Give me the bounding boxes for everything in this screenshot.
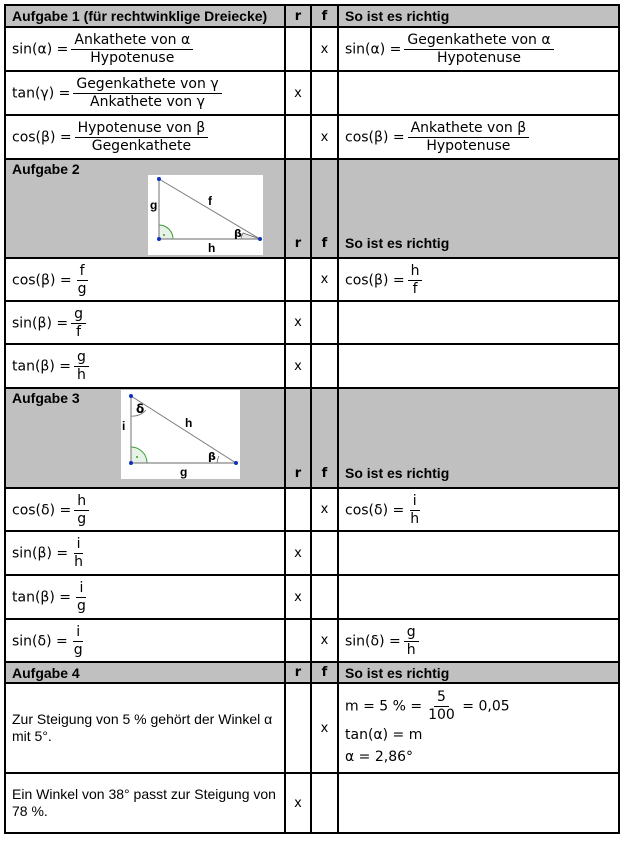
section-title: Aufgabe 1 (für rechtwinklige Dreiecke) [5, 5, 285, 27]
section-title: Aufgabe 3 [12, 390, 80, 406]
fraction [71, 32, 193, 67]
formula-lhs: sin(δ) = [12, 633, 68, 650]
denominator: h [406, 642, 416, 658]
formula-lhs: tan(β) = [12, 589, 71, 606]
mark-f: x [311, 27, 338, 71]
denominator: f [76, 324, 82, 340]
mark-r [285, 619, 311, 662]
table-row [5, 488, 619, 531]
denominator: 100 [428, 706, 455, 723]
column-f-header: f [311, 662, 338, 683]
table-row [5, 619, 619, 662]
correction-line-2: tan(α) = m [345, 726, 423, 743]
mark-r: x [285, 575, 311, 619]
numerator: g [404, 624, 419, 642]
right-triangle-diagram [148, 175, 263, 255]
correction-line-3: α = 2,86° [345, 748, 414, 765]
mark-r [285, 683, 311, 773]
table-row [5, 344, 619, 388]
numerator: Ankathete von α [71, 32, 193, 50]
column-f-header: f [311, 159, 338, 258]
fraction [71, 536, 86, 571]
denominator: g [77, 511, 87, 527]
denominator: g [77, 281, 87, 297]
denominator: Gegenkathete [91, 138, 192, 154]
mark-r [285, 27, 311, 71]
mark-r [285, 258, 311, 301]
mark-f [311, 344, 338, 388]
numerator: Gegenkathete von α [404, 32, 553, 50]
table-row [5, 115, 619, 159]
svg-text:h: h [185, 416, 193, 430]
column-r-header: r [285, 662, 311, 683]
column-f-header: f [311, 388, 338, 488]
mark-f [311, 575, 338, 619]
numerator: h [74, 493, 89, 511]
mark-f: x [311, 488, 338, 531]
mark-r: x [285, 773, 311, 833]
correction-lhs: cos(δ) = [345, 502, 405, 519]
svg-text:δ: δ [136, 402, 145, 416]
mark-f [311, 71, 338, 115]
denominator: h [410, 511, 420, 527]
mark-f: x [311, 683, 338, 773]
formula-lhs: cos(β) = [12, 129, 72, 146]
numerator: f [77, 263, 88, 281]
mark-r: x [285, 301, 311, 344]
mark-r: x [285, 71, 311, 115]
table-row [5, 71, 619, 115]
correction-empty [338, 301, 619, 344]
fraction [75, 263, 90, 298]
section-title: Aufgabe 2 [12, 161, 80, 177]
mark-f: x [311, 258, 338, 301]
section-header-aufgabe-1 [5, 5, 619, 27]
column-r-header: r [285, 388, 311, 488]
denominator: f [412, 281, 418, 297]
fraction [71, 624, 86, 659]
table-row [5, 683, 619, 773]
correction-fraction [407, 493, 422, 528]
mark-f [311, 773, 338, 833]
mark-f: x [311, 619, 338, 662]
worksheet-table [4, 4, 620, 834]
numerator: i [74, 536, 84, 554]
numerator: 5 [434, 689, 449, 707]
slope-expression: m = 5 % = [345, 698, 423, 714]
correction-empty [338, 773, 619, 833]
numerator: i [410, 493, 420, 511]
column-r-header: r [285, 5, 311, 27]
statement-text: Zur Steigung von 5 % gehört der Winkel α mit 5°. [5, 683, 285, 773]
denominator: Hypotenuse [436, 50, 522, 66]
fraction [425, 689, 458, 724]
correction-cell [338, 683, 619, 773]
column-correct-header: So ist es richtig [338, 159, 619, 258]
denominator: h [76, 367, 86, 383]
slope-result: = 0,05 [462, 698, 510, 714]
svg-text:β: β [234, 227, 242, 240]
denominator: g [73, 642, 83, 658]
table-row [5, 773, 619, 833]
column-r-header: r [285, 159, 311, 258]
formula-lhs: sin(β) = [12, 315, 69, 332]
correction-lhs: sin(δ) = [345, 633, 401, 650]
section-header-aufgabe-2 [5, 159, 619, 258]
table-row [5, 27, 619, 71]
correction-fraction [404, 624, 419, 659]
svg-text:i: i [122, 419, 126, 433]
table-row [5, 301, 619, 344]
correction-empty [338, 531, 619, 575]
triangle-figure-aufgabe-2 [148, 175, 263, 255]
formula-lhs: tan(β) = [12, 358, 71, 375]
numerator: Gegenkathete von γ [73, 76, 221, 94]
column-correct-header: So ist es richtig [338, 5, 619, 27]
denominator: Hypotenuse [426, 138, 511, 154]
fraction [74, 580, 89, 615]
fraction [71, 306, 86, 341]
mark-f [311, 531, 338, 575]
svg-text:g: g [150, 198, 158, 212]
mark-r [285, 115, 311, 159]
fraction [75, 120, 209, 155]
svg-text:β: β [208, 450, 216, 463]
statement-text: Ein Winkel von 38° passt zur Steigung von 78 %. [5, 773, 285, 833]
column-f-header: f [311, 5, 338, 27]
correction-empty [338, 575, 619, 619]
denominator: Ankathete von γ [90, 94, 205, 110]
correction-fraction [408, 263, 423, 298]
formula-lhs: sin(β) = [12, 545, 69, 562]
denominator: Hypotenuse [90, 50, 175, 66]
numerator: i [76, 580, 86, 598]
mark-r [285, 488, 311, 531]
numerator: h [408, 263, 423, 281]
mark-r: x [285, 344, 311, 388]
numerator: g [74, 349, 89, 367]
table-row [5, 258, 619, 301]
correction-empty [338, 344, 619, 388]
formula-lhs: sin(α) = [12, 41, 69, 58]
numerator: i [73, 624, 83, 642]
formula-lhs: cos(δ) = [12, 502, 72, 519]
table-row [5, 575, 619, 619]
triangle-figure-aufgabe-3 [121, 390, 240, 479]
correction-empty [338, 71, 619, 115]
fraction [73, 76, 221, 111]
formula-lhs: tan(γ) = [12, 85, 71, 102]
section-header-aufgabe-3 [5, 388, 619, 488]
right-triangle-diagram [121, 390, 240, 479]
column-correct-header: So ist es richtig [338, 662, 619, 683]
section-title: Aufgabe 4 [5, 662, 285, 683]
svg-text:f: f [208, 194, 212, 208]
correction-line-1 [345, 689, 618, 724]
numerator: Ankathete von β [408, 120, 530, 138]
numerator: Hypotenuse von β [75, 120, 209, 138]
mark-f [311, 301, 338, 344]
correction-fraction [408, 120, 530, 155]
fraction [74, 493, 89, 528]
section-header-aufgabe-4 [5, 662, 619, 683]
svg-text:h: h [208, 241, 216, 255]
section-title-cell [5, 388, 285, 488]
column-correct-header: So ist es richtig [338, 388, 619, 488]
denominator: h [74, 554, 83, 570]
svg-text:g: g [180, 465, 188, 479]
correction-lhs: cos(β) = [345, 272, 405, 289]
mark-r: x [285, 531, 311, 575]
denominator: g [76, 598, 86, 614]
table-row [5, 531, 619, 575]
correction-lhs: sin(α) = [345, 41, 402, 58]
fraction [74, 349, 89, 384]
formula-lhs: cos(β) = [12, 272, 72, 289]
mark-f: x [311, 115, 338, 159]
section-title-cell [5, 159, 285, 258]
numerator: g [71, 306, 86, 324]
correction-lhs: cos(β) = [345, 129, 405, 146]
correction-fraction [404, 32, 553, 67]
